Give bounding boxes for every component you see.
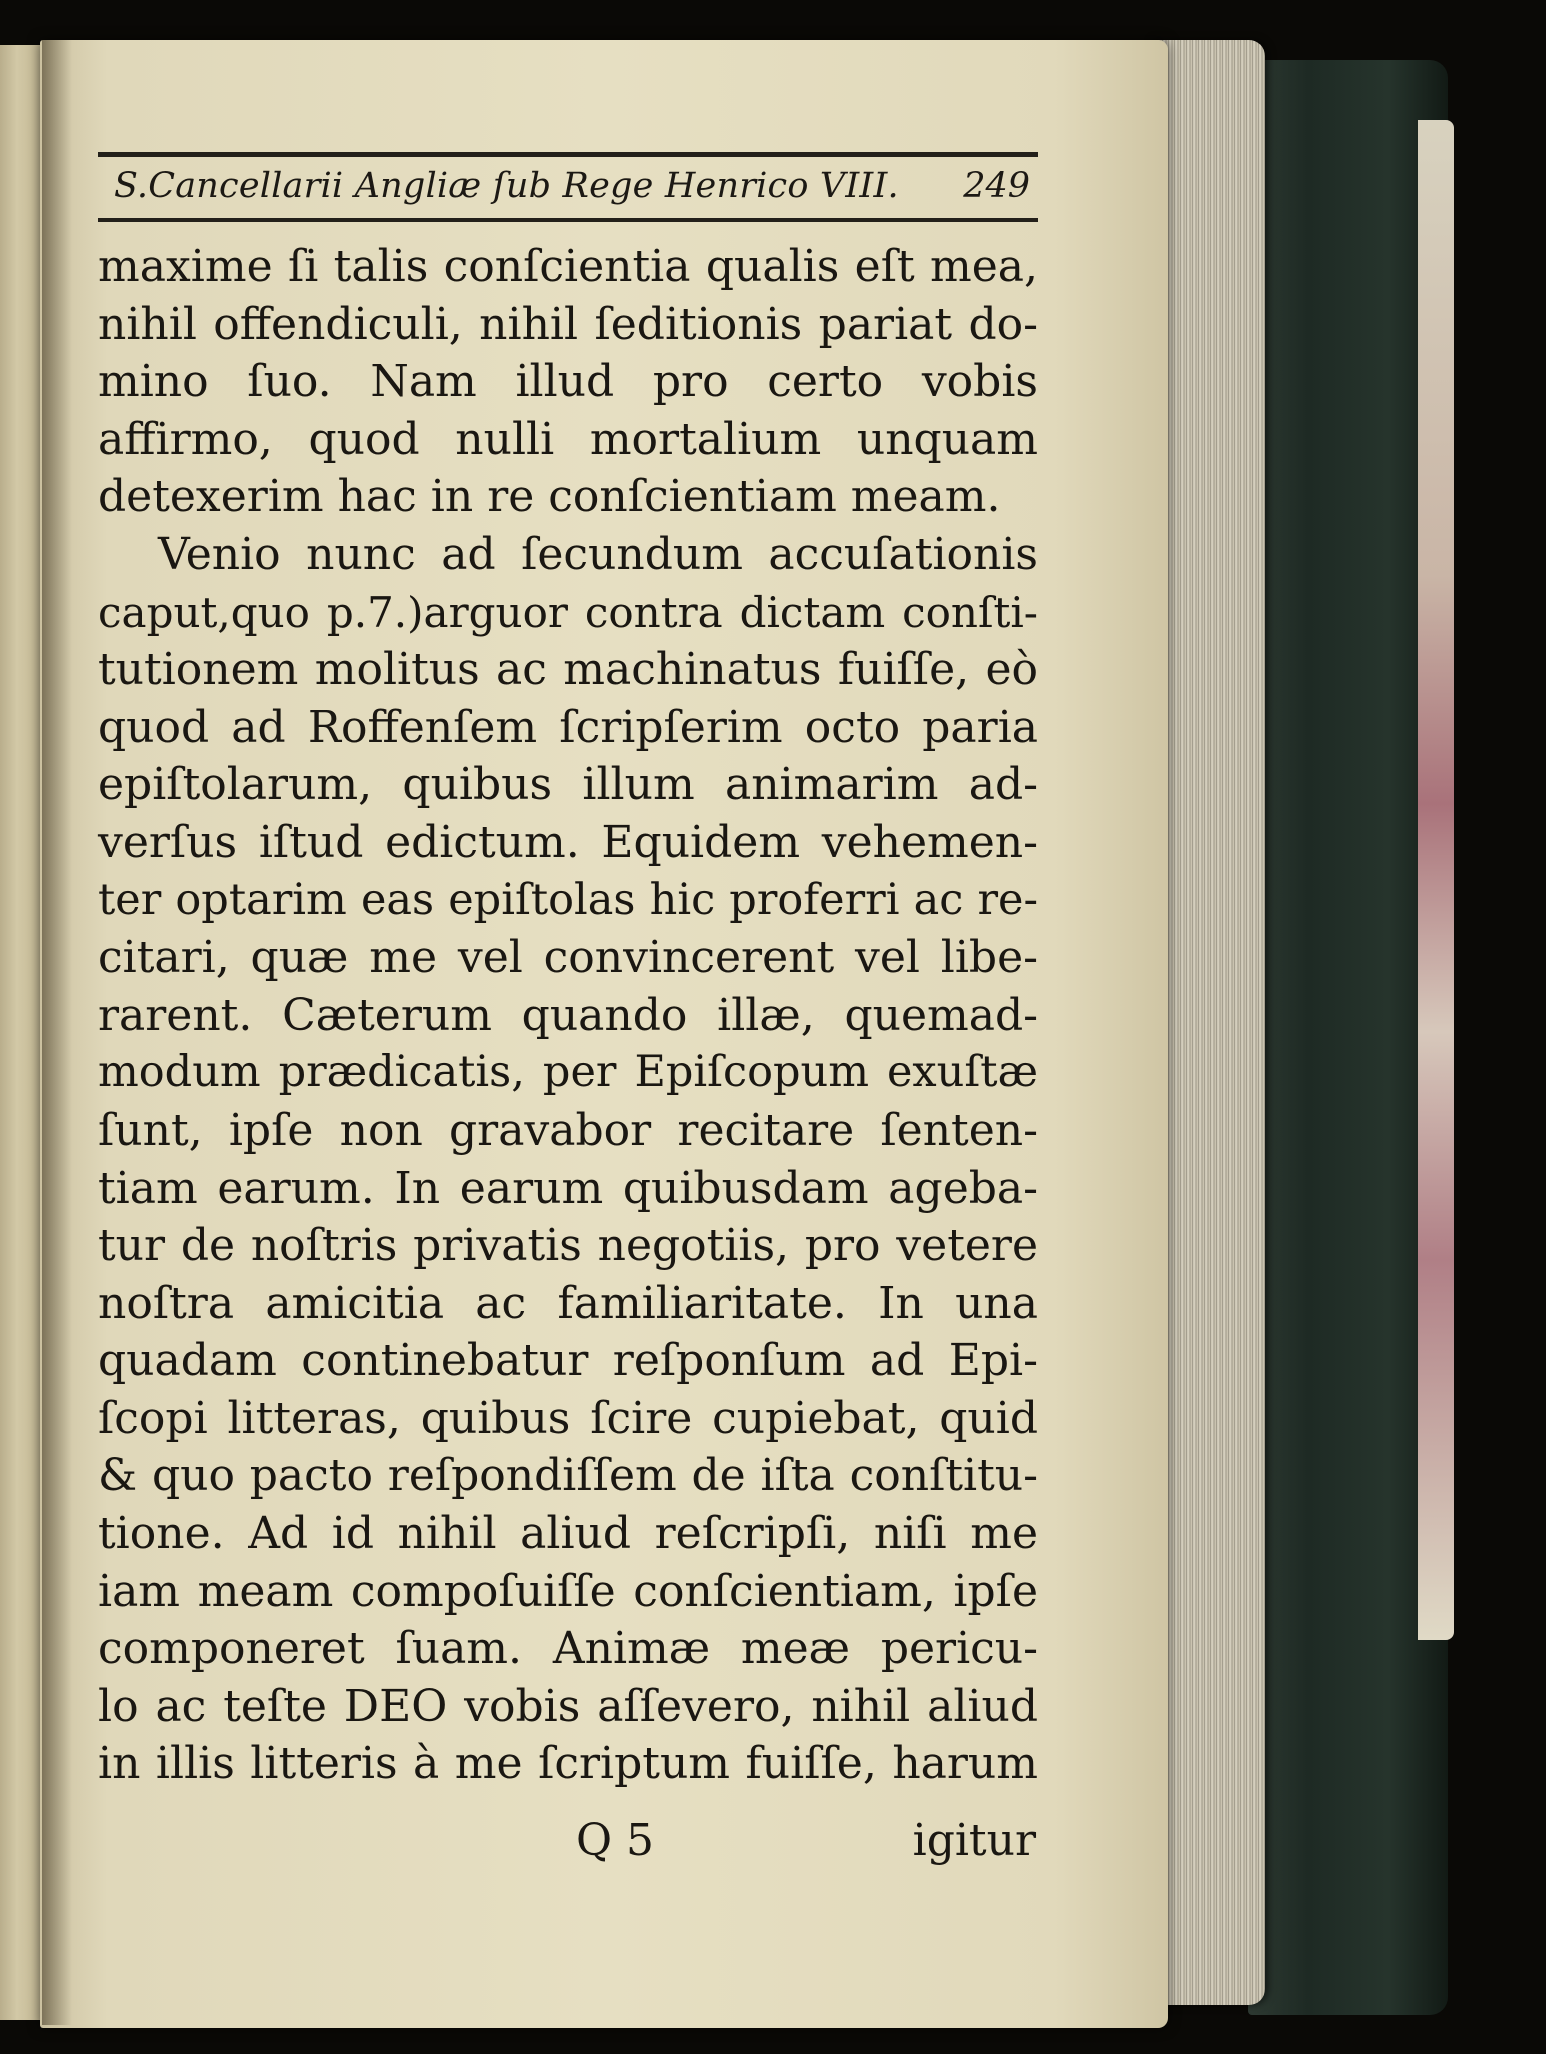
text-line: epiſtolarum, quibus illum animarim ad-: [98, 759, 1038, 811]
catchword: igitur: [912, 1815, 1036, 1866]
text-line: affirmo, quod nulli mortalium unquam: [98, 413, 1038, 465]
text-line: rarent. Cæterum quando illæ, quemad-: [98, 989, 1038, 1041]
text-line: tur de noſtris privatis negotiis, pro vetere: [98, 1220, 1038, 1272]
text-line: Venio nunc ad ſecundum accuſationis: [158, 528, 1038, 580]
text-line: & quo pacto reſpondiſſem de iſta conſtitu-: [98, 1450, 1038, 1502]
text-line: lo ac teſte DEO vobis aſſevero, nihil aliud: [98, 1680, 1038, 1732]
text-line: ſcopi litteras, quibus ſcire cupiebat, quid: [98, 1392, 1038, 1444]
previous-page-edge: [0, 45, 45, 2020]
text-line: ſunt, ipſe non gravabor recitare ſenten-: [98, 1104, 1038, 1156]
text-line: quadam continebatur reſponſum ad Epi-: [98, 1335, 1038, 1387]
text-line: citari, quæ me vel convincerent vel libe-: [98, 932, 1038, 984]
text-line: noſtra amicitia ac familiaritate. In una: [98, 1277, 1038, 1329]
text-line: tutionem molitus ac machinatus fuiſſe, eò: [98, 644, 1038, 696]
text-line: tione. Ad id nihil aliud reſcripſi, niſi me: [98, 1508, 1038, 1560]
page-number: 249: [963, 166, 1030, 206]
text-line: nihil offendiculi, nihil ſeditionis pariat do-: [98, 298, 1038, 350]
text-line: maxime ſi talis conſcientia qualis eſt mea,: [98, 241, 1038, 292]
marbled-endpaper: [1418, 120, 1454, 1640]
text-line: tiam earum. In earum quibusdam ageba-: [98, 1162, 1038, 1214]
header-rule-top: [98, 152, 1038, 157]
text-line: ter optarim eas epiſtolas hic proferri ac re-: [98, 874, 1038, 925]
text-line: caput,quo p.7.)arguor contra dictam conſti-: [98, 587, 1038, 637]
text-line: in illis litteris à me ſcriptum fuiſſe, harum: [98, 1738, 1038, 1790]
text-line: quod ad Roffenſem ſcripſerim octo paria: [98, 701, 1038, 753]
page-footer: [98, 1815, 1038, 1875]
body-text: [98, 238, 1038, 1793]
text-line: verſus iſtud edictum. Equidem vehemen-: [98, 816, 1038, 868]
text-line: modum prædicatis, per Epiſcopum exuſtæ: [98, 1047, 1038, 1098]
header-rule-bottom: [98, 218, 1038, 222]
running-title: S.Cancellarii Angliæ ſub Rege Henrico VIII.: [114, 166, 899, 206]
text-line: iam meam compoſuiſſe conſcientiam, ipſe: [98, 1565, 1038, 1617]
text-line: detexerim hac in re conſcientiam meam.: [98, 471, 1001, 523]
text-line: componeret ſuam. Animæ meæ pericu-: [98, 1623, 1038, 1675]
text-line: mino ſuo. Nam illud pro certo vobis: [98, 356, 1038, 408]
signature-mark: Q 5: [576, 1815, 655, 1866]
gutter-shadow: [42, 40, 72, 2025]
page-header: [98, 130, 1038, 226]
